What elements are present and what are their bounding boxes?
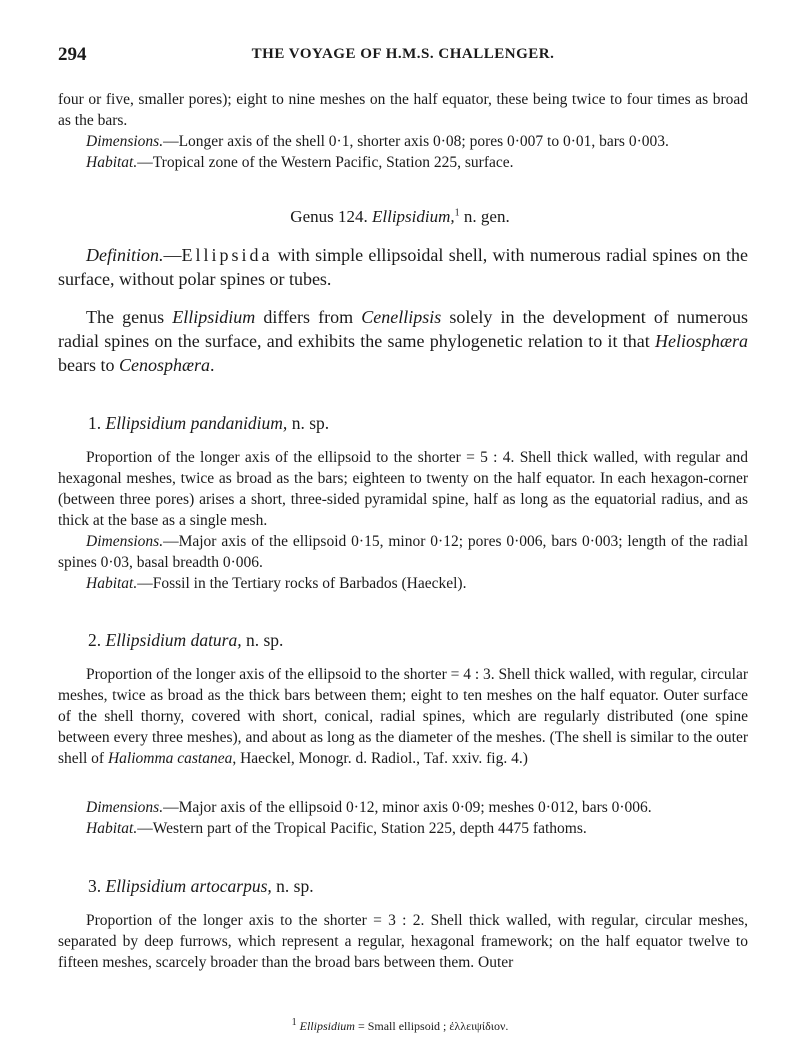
species-number: 1.: [88, 413, 102, 433]
species-name: Ellipsidium datura,: [105, 630, 242, 650]
habitat-text: —Western part of the Tropical Pacific, Station 225, depth 4475 fathoms.: [137, 820, 587, 837]
species-name: Ellipsidium artocarpus,: [105, 876, 272, 896]
description-italic: Haliomma castanea: [107, 750, 233, 767]
definition-dash: —: [163, 245, 182, 265]
description-text-2: , Haeckel, Monogr. d. Radiol., Taf. xxiv. fig. 4.): [232, 750, 528, 767]
dimensions-text: —Major axis of the ellipsoid 0·15, minor 0·12; pores 0·006, bars 0·003; length of the radial spines 0·03, basal breadth 0·006.: [58, 533, 748, 571]
genus-discussion-italic-3: Heliosphæra: [654, 331, 748, 351]
habitat-label: Habitat.: [86, 575, 138, 592]
dimensions-text: —Longer axis of the shell 0·1, shorter axis 0·08; pores 0·007 to 0·01, bars 0·003.: [163, 133, 669, 150]
genus-discussion-text-5: .: [210, 355, 215, 375]
genus-discussion-italic-2: Cenellipsis: [361, 307, 442, 327]
footnote-term: Ellipsidium: [299, 1019, 355, 1033]
habitat-text: —Fossil in the Tertiary rocks of Barbados (Haeckel).: [137, 575, 467, 592]
continuation-paragraph: four or five, smaller pores); eight to nine meshes on the half equator, these being twice to four times as broad as the bars.: [58, 91, 748, 129]
species-habitat: [58, 818, 748, 839]
definition-label: Definition.: [86, 245, 164, 265]
species-dimensions: [58, 531, 748, 573]
habitat-text: —Tropical zone of the Western Pacific, Station 225, surface.: [137, 154, 514, 171]
genus-prefix: Genus 124.: [290, 207, 368, 226]
dimensions-label: Dimensions.: [86, 133, 164, 150]
footnote-mark: 1: [291, 1017, 297, 1028]
species-habitat: [58, 573, 748, 594]
dimensions-paragraph: [58, 131, 748, 152]
species-description: [58, 664, 748, 769]
species-suffix: n. sp.: [291, 413, 330, 433]
genus-discussion-text-1: The genus: [86, 307, 173, 327]
footnote-reference: 1: [454, 207, 460, 219]
genus-heading: [0, 207, 800, 227]
definition-paragraph: [58, 243, 748, 291]
genus-discussion-paragraph: [58, 305, 748, 377]
dimensions-text: —Major axis of the ellipsoid 0·12, minor axis 0·09; meshes 0·012, bars 0·006.: [163, 799, 652, 816]
genus-discussion-italic-4: Cenosphæra: [118, 355, 210, 375]
species-dimensions: [58, 797, 748, 818]
running-head: THE VOYAGE OF H.M.S. CHALLENGER.: [251, 46, 555, 62]
species-heading: [88, 876, 314, 897]
species-heading: [88, 630, 283, 651]
dimensions-label: Dimensions.: [86, 799, 164, 816]
species-name: Ellipsidium pandanidium,: [105, 413, 288, 433]
genus-suffix: n. gen.: [463, 207, 510, 226]
species-description: Proportion of the longer axis to the shorter = 3 : 2. Shell thick walled, with regular, circular meshes, separated by deep furrows, which represent a regular, hexagonal framework; on the half equator twelve to fifteen meshes, scarcely broader than the broad bars between them. Outer: [58, 912, 748, 971]
footnote: [0, 1019, 800, 1034]
footnote-text: = Small ellipsoid ; ἐλλειψίδιον.: [354, 1019, 509, 1033]
definition-text: with simple ellipsoidal shell, with numerous radial spines on the surface, without polar spines or tubes.: [58, 245, 748, 289]
habitat-label: Habitat.: [86, 154, 138, 171]
species-suffix: n. sp.: [246, 630, 284, 650]
species-number: 3.: [88, 876, 102, 896]
definition-spaced-term: Ellipsida: [181, 245, 273, 265]
page-number: 294: [58, 44, 87, 65]
description-text-1: Proportion of the longer axis of the ellipsoid to the shorter = 4 : 3. Shell thick walled, with regular, circular meshes, twice as broad as the thick bars between them; eight to ten meshes on the half equator. Outer surface of the shell thorny, covered with short, conical, radial spines, which are regularly distributed (one spine between every three meshes), and about as long as the diameter of the meshes. (The shell is similar to the outer shell of: [58, 666, 748, 767]
genus-discussion-text-2: differs from: [255, 307, 362, 327]
genus-discussion-text-4: bears to: [58, 355, 119, 375]
genus-name: Ellipsidium,: [372, 207, 455, 226]
species-number: 2.: [88, 630, 102, 650]
dimensions-label: Dimensions.: [86, 533, 164, 550]
habitat-paragraph: [58, 152, 748, 173]
species-description: Proportion of the longer axis of the ellipsoid to the shorter = 5 : 4. Shell thick walled, with regular and hexagonal meshes, twice as broad as the bars; eighteen to twenty on the half equator. In each hexagon-corner (between three pores) arises a short, three-sided pyramidal spine, half as long as the equatorial radius, and as thick at the base as a single mesh.: [58, 449, 748, 529]
species-suffix: n. sp.: [276, 876, 314, 896]
habitat-label: Habitat.: [86, 820, 138, 837]
page-header: [58, 44, 748, 68]
genus-discussion-italic-1: Ellipsidium: [172, 307, 256, 327]
species-heading: [88, 413, 329, 434]
genus-discussion-text-3: solely in the development of numerous radial spines on the surface, and exhibits the same phylogenetic relation to it that: [58, 307, 748, 351]
